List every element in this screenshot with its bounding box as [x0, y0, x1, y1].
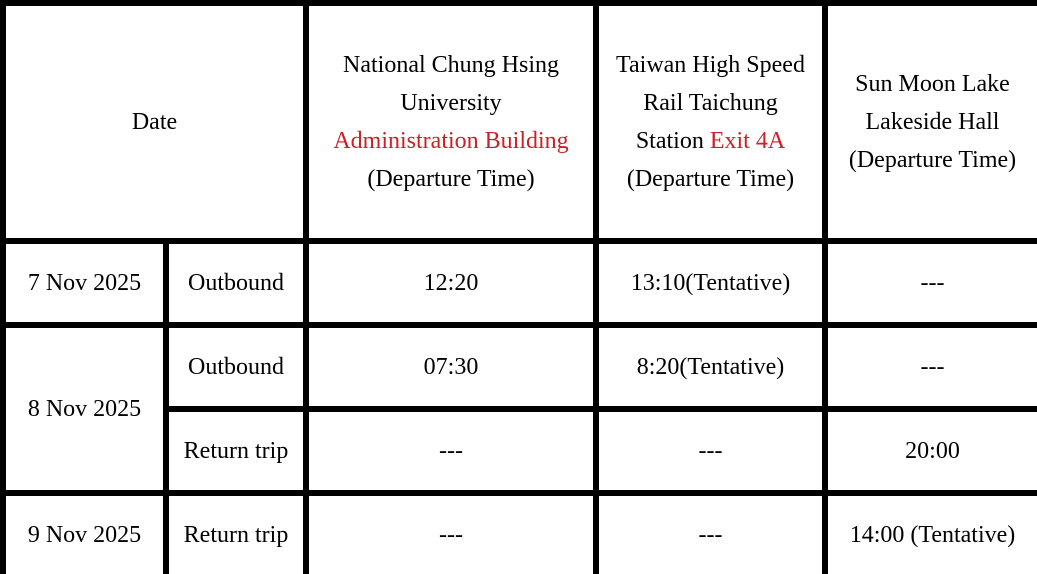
header-nchu-line2: University: [400, 90, 502, 116]
direction-cell: Outbound: [166, 241, 306, 325]
direction-cell: Outbound: [166, 325, 306, 409]
thsr-time-cell: 13:10(Tentative): [596, 241, 825, 325]
header-thsr-line4: (Departure Time): [626, 166, 795, 192]
header-nchu-line4: (Departure Time): [367, 166, 535, 192]
table-row-7nov-outbound: [3, 241, 1037, 325]
header-thsr-line1: Taiwan High Speed: [616, 52, 805, 78]
header-sml-line3: (Departure Time): [848, 147, 1017, 173]
header-nchu-admin-building: [306, 3, 596, 241]
nchu-time-cell: 07:30: [306, 325, 596, 409]
header-sun-moon-lake: [825, 3, 1037, 241]
header-nchu-line1: National Chung Hsing: [343, 52, 559, 78]
sml-time-cell: ---: [825, 325, 1037, 409]
thsr-time-cell: ---: [596, 493, 825, 574]
header-thsr-line2: Rail Taichung: [643, 90, 778, 116]
header-sml-line1: Sun Moon Lake: [855, 71, 1010, 97]
table-row-8nov-outbound: [3, 325, 1037, 409]
header-thsr-station-label: Station: [635, 128, 704, 154]
direction-cell: Return trip: [166, 493, 306, 574]
header-nchu-line3-red: Administration Building: [333, 128, 569, 154]
sml-time-cell: 14:00 (Tentative): [825, 493, 1037, 574]
table-row-9nov-return: [3, 493, 1037, 574]
direction-cell: Return trip: [166, 409, 306, 493]
header-thsr-exit-4a: [596, 3, 825, 241]
header-thsr-line3: [603, 122, 818, 160]
nchu-time-cell: ---: [306, 493, 596, 574]
date-cell: 9 Nov 2025: [3, 493, 166, 574]
header-date: Date: [3, 3, 306, 241]
table-header-row: [3, 3, 1037, 241]
date-cell: 8 Nov 2025: [3, 325, 166, 493]
header-sml-line2: Lakeside Hall: [865, 109, 1000, 135]
thsr-time-cell: ---: [596, 409, 825, 493]
nchu-time-cell: 12:20: [306, 241, 596, 325]
header-thsr-exit-label-red: Exit 4A: [709, 128, 786, 154]
sml-time-cell: 20:00: [825, 409, 1037, 493]
thsr-time-cell: 8:20(Tentative): [596, 325, 825, 409]
sml-time-cell: ---: [825, 241, 1037, 325]
date-cell: 7 Nov 2025: [3, 241, 166, 325]
nchu-time-cell: ---: [306, 409, 596, 493]
